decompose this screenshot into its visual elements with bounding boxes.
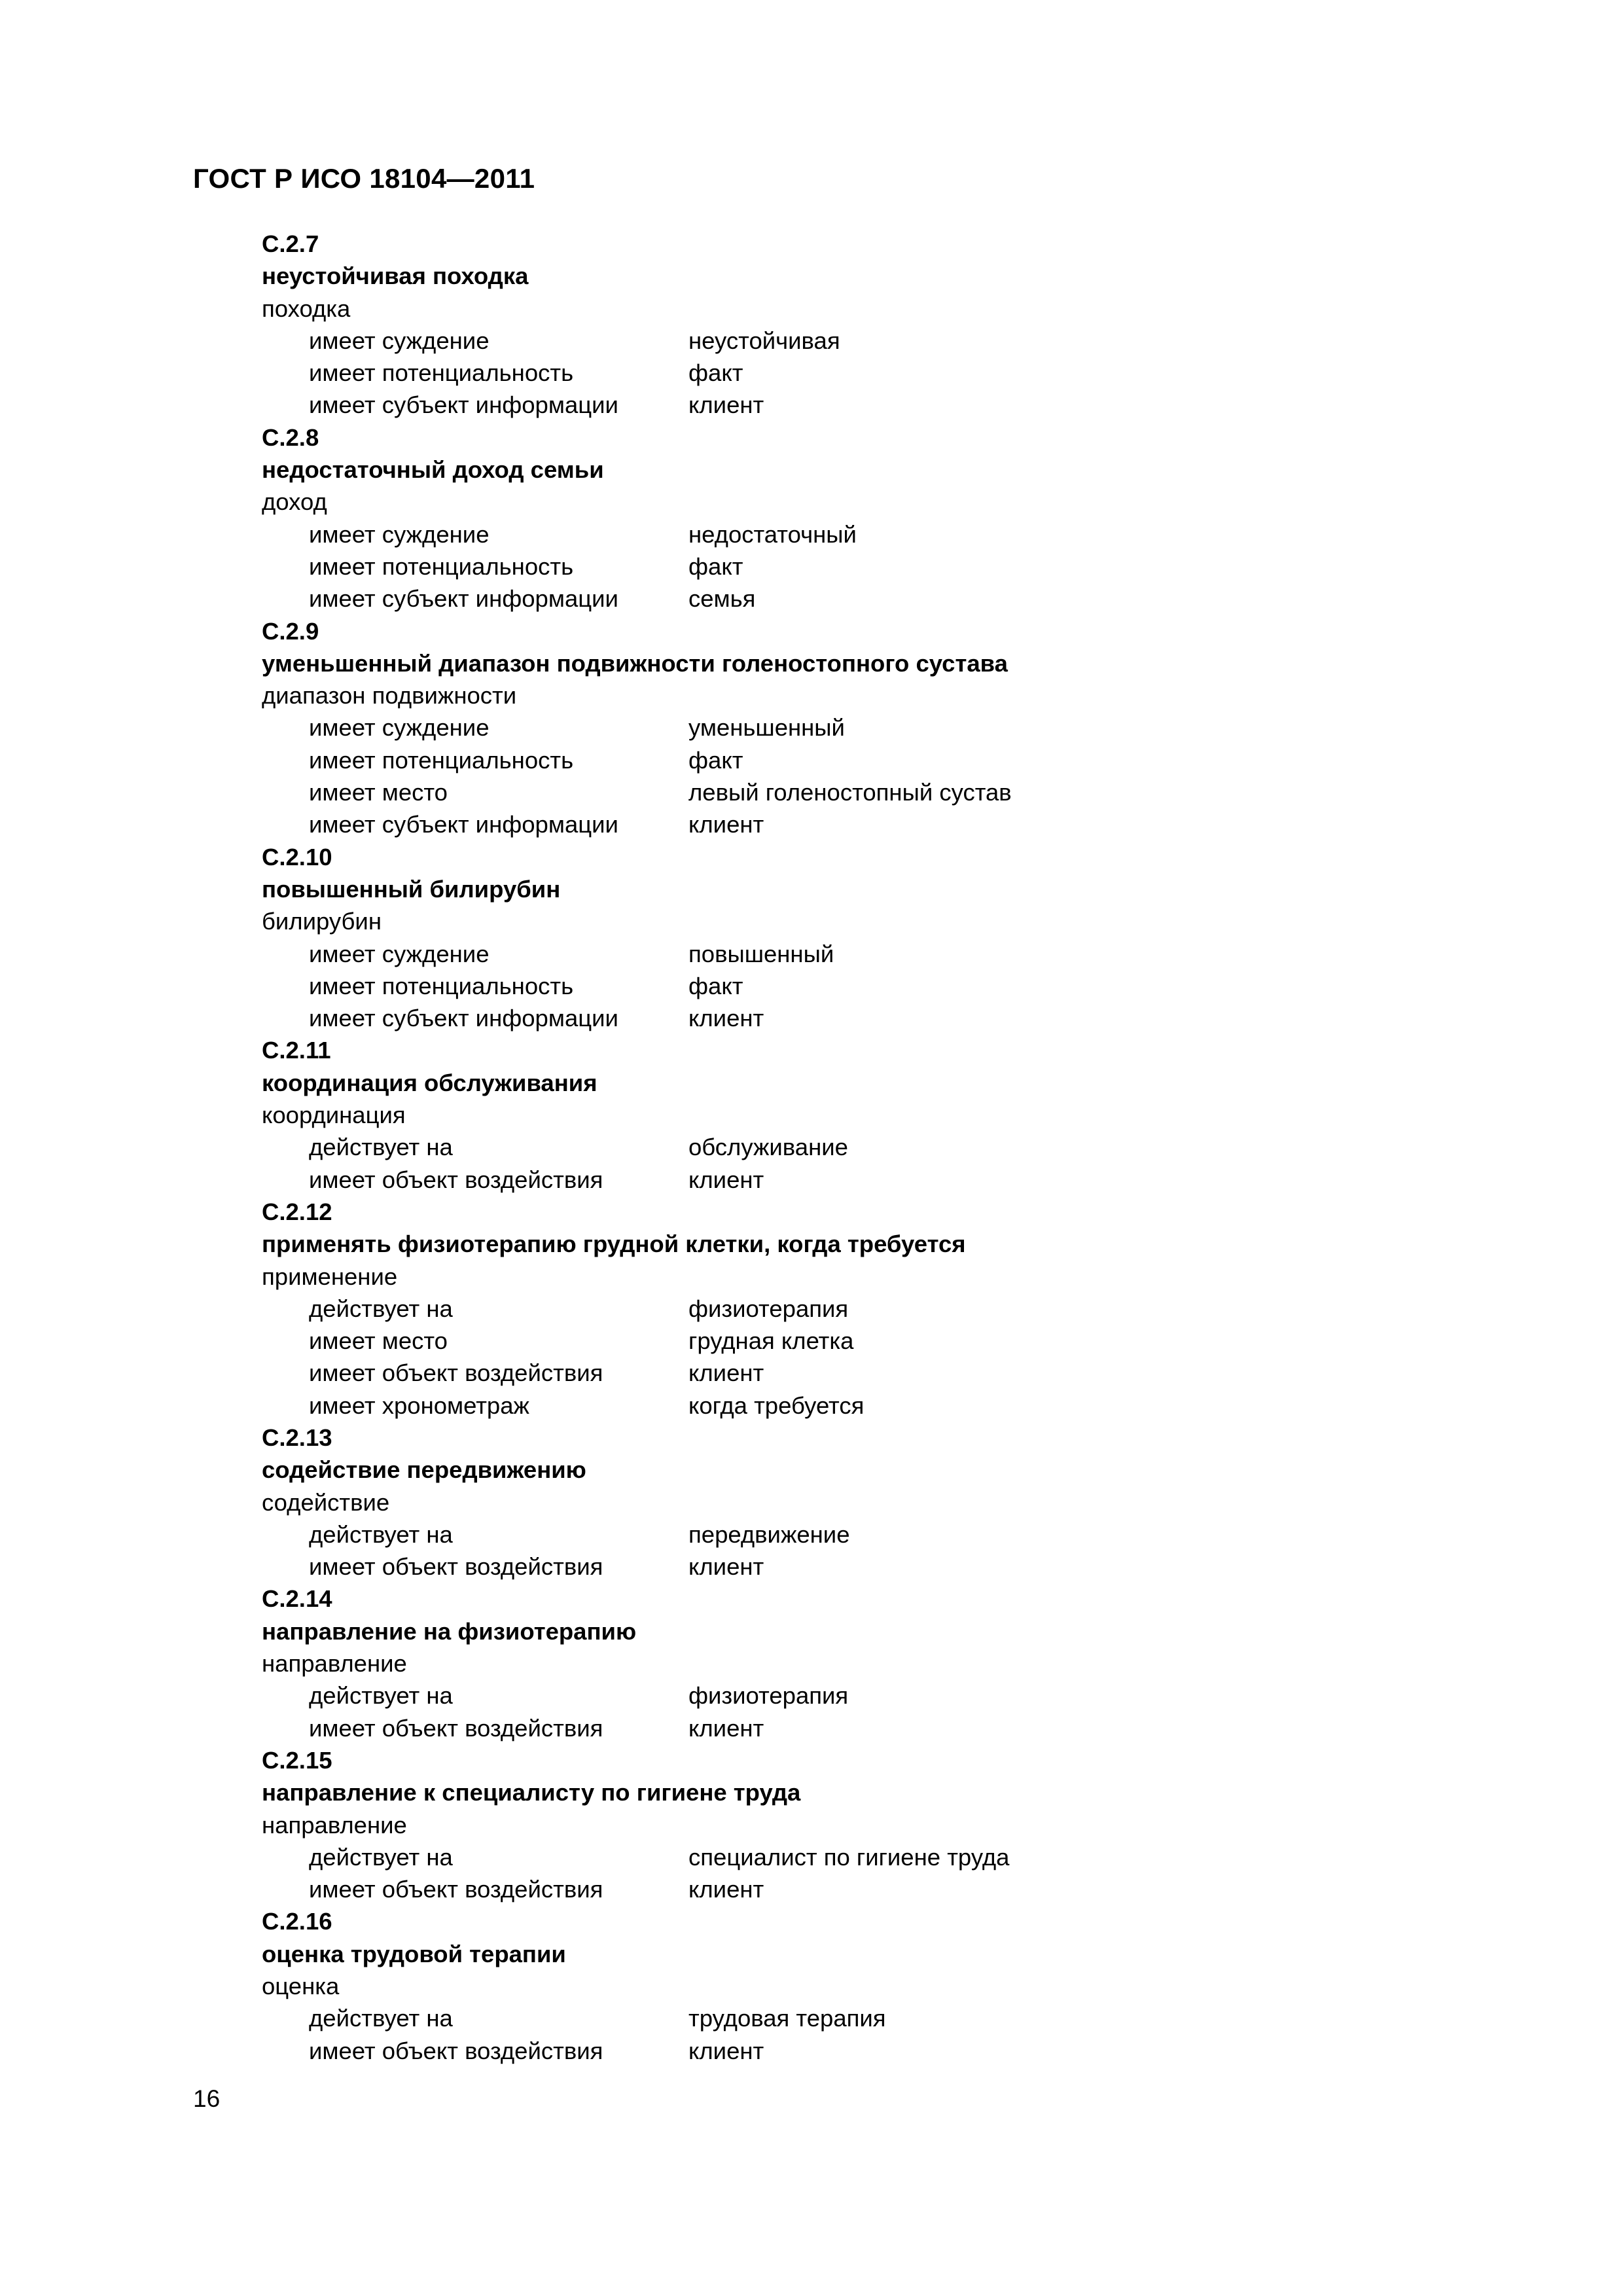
attribute-row	[262, 325, 1505, 357]
attribute-value: факт	[688, 359, 743, 387]
entry-code: C.2.8	[262, 423, 319, 451]
attribute-name: имеет объект воздействия	[309, 1166, 603, 1193]
attribute-name: имеет объект воздействия	[309, 1553, 603, 1581]
attribute-row	[262, 1357, 1505, 1389]
attribute-value: клиент	[688, 1553, 764, 1581]
attribute-name: имеет суждение	[309, 520, 490, 548]
attribute-name: имеет потенциальность	[309, 746, 574, 774]
attribute-row	[262, 389, 1505, 421]
attribute-row	[262, 1712, 1505, 1744]
attribute-row	[262, 744, 1505, 776]
document-header: ГОСТ Р ИСО 18104—2011	[193, 163, 535, 194]
entry-concept: доход	[262, 488, 327, 516]
entry-title: применять физиотерапию грудной клетки, когда требуется	[262, 1230, 966, 1258]
attribute-row	[262, 711, 1505, 744]
entry-code: C.2.7	[262, 230, 319, 257]
attribute-name: имеет потенциальность	[309, 972, 574, 999]
attribute-name: действует на	[309, 1134, 453, 1161]
attribute-name: имеет потенциальность	[309, 552, 574, 580]
entry-title: повышенный билирубин	[262, 875, 561, 903]
attribute-row	[262, 1293, 1505, 1325]
entry-code: C.2.13	[262, 1424, 332, 1451]
attribute-value: семья	[688, 585, 756, 613]
entry-title: направление к специалисту по гигиене труда	[262, 1779, 801, 1806]
attribute-value: трудовая терапия	[688, 2005, 886, 2032]
entry-code: C.2.15	[262, 1746, 332, 1774]
attribute-name: действует на	[309, 2005, 453, 2032]
attribute-name: имеет объект воздействия	[309, 1359, 603, 1387]
entry-title: координация обслуживания	[262, 1069, 597, 1096]
attribute-name: имеет суждение	[309, 714, 490, 742]
attribute-name: имеет субъект информации	[309, 585, 618, 613]
entry-code: C.2.10	[262, 843, 332, 870]
attribute-value: обслуживание	[688, 1134, 848, 1161]
attribute-value: передвижение	[688, 1520, 850, 1548]
attribute-name: имеет хронометраж	[309, 1391, 529, 1419]
entry-concept: походка	[262, 295, 351, 322]
page-number: 16	[193, 2085, 221, 2112]
entry	[262, 1583, 1505, 1744]
attribute-value: физиотерапия	[688, 1295, 849, 1322]
attribute-name: действует на	[309, 1295, 453, 1322]
entry-code: C.2.9	[262, 617, 319, 645]
entry-concept: диапазон подвижности	[262, 682, 517, 709]
attribute-row	[262, 1841, 1505, 1873]
attribute-row	[262, 518, 1505, 550]
attribute-row	[262, 357, 1505, 389]
attribute-row	[262, 550, 1505, 583]
attribute-row	[262, 1551, 1505, 1583]
attribute-name: действует на	[309, 1682, 453, 1710]
attribute-name: имеет объект воздействия	[309, 1876, 603, 1903]
attribute-row	[262, 2035, 1505, 2067]
attribute-value: когда требуется	[688, 1391, 865, 1419]
attribute-name: имеет объект воздействия	[309, 1714, 603, 1742]
attribute-value: клиент	[688, 1166, 764, 1193]
attribute-name: имеет субъект информации	[309, 811, 618, 838]
entries-list	[262, 228, 1505, 2067]
attribute-value: повышенный	[688, 940, 834, 967]
attribute-row	[262, 583, 1505, 615]
attribute-name: имеет место	[309, 1327, 448, 1355]
attribute-value: неустойчивая	[688, 327, 840, 354]
attribute-value: факт	[688, 972, 743, 999]
entry-title: направление на физиотерапию	[262, 1617, 637, 1645]
attribute-name: действует на	[309, 1520, 453, 1548]
entry	[262, 228, 1505, 422]
entry	[262, 841, 1505, 1035]
entry-concept: содействие	[262, 1488, 390, 1516]
entry-title: неустойчивая походка	[262, 262, 529, 290]
attribute-row	[262, 1164, 1505, 1196]
entry	[262, 1422, 1505, 1583]
attribute-value: клиент	[688, 811, 764, 838]
entry-concept: координация	[262, 1102, 406, 1129]
attribute-name: имеет субъект информации	[309, 391, 618, 419]
attribute-name: имеет суждение	[309, 940, 490, 967]
attribute-row	[262, 1325, 1505, 1357]
entry-concept: направление	[262, 1650, 407, 1677]
entry-title: недостаточный доход семьи	[262, 456, 604, 484]
entry-code: C.2.12	[262, 1198, 332, 1225]
attribute-name: имеет субъект информации	[309, 1005, 618, 1032]
entry-concept: применение	[262, 1263, 398, 1290]
attribute-value: клиент	[688, 1876, 764, 1903]
attribute-row	[262, 808, 1505, 840]
attribute-value: клиент	[688, 1714, 764, 1742]
entry	[262, 615, 1505, 841]
attribute-row	[262, 1679, 1505, 1712]
attribute-name: имеет потенциальность	[309, 359, 574, 387]
attribute-row	[262, 2002, 1505, 2034]
entry-title: содействие передвижению	[262, 1456, 586, 1484]
attribute-row	[262, 1873, 1505, 1905]
entry-concept: направление	[262, 1811, 407, 1839]
attribute-row	[262, 1390, 1505, 1422]
attribute-name: действует на	[309, 1843, 453, 1871]
entry-code: C.2.14	[262, 1585, 332, 1613]
attribute-value: уменьшенный	[688, 714, 845, 742]
attribute-value: левый голеностопный сустав	[688, 779, 1012, 806]
attribute-row	[262, 938, 1505, 970]
attribute-row	[262, 970, 1505, 1002]
attribute-value: грудная клетка	[688, 1327, 854, 1355]
entry-title: оценка трудовой терапии	[262, 1940, 566, 1967]
entry-code: C.2.16	[262, 1908, 332, 1935]
attribute-value: клиент	[688, 2037, 764, 2064]
entry-title: уменьшенный диапазон подвижности голеностопного сустава	[262, 649, 1008, 677]
entry	[262, 1744, 1505, 1905]
entry-concept: билирубин	[262, 908, 382, 935]
attribute-value: недостаточный	[688, 520, 857, 548]
attribute-value: физиотерапия	[688, 1682, 849, 1710]
attribute-row	[262, 1131, 1505, 1163]
attribute-row	[262, 776, 1505, 808]
entry	[262, 1034, 1505, 1195]
attribute-value: клиент	[688, 391, 764, 419]
attribute-value: клиент	[688, 1359, 764, 1387]
entry	[262, 422, 1505, 615]
attribute-value: клиент	[688, 1005, 764, 1032]
entry	[262, 1905, 1505, 2066]
attribute-value: факт	[688, 552, 743, 580]
attribute-name: имеет место	[309, 779, 448, 806]
attribute-value: специалист по гигиене труда	[688, 1843, 1010, 1871]
attribute-value: факт	[688, 746, 743, 774]
attribute-name: имеет объект воздействия	[309, 2037, 603, 2064]
attribute-row	[262, 1002, 1505, 1034]
attribute-name: имеет суждение	[309, 327, 490, 354]
entry-concept: оценка	[262, 1973, 340, 2000]
entry	[262, 1196, 1505, 1422]
attribute-row	[262, 1518, 1505, 1551]
entry-code: C.2.11	[262, 1037, 331, 1064]
